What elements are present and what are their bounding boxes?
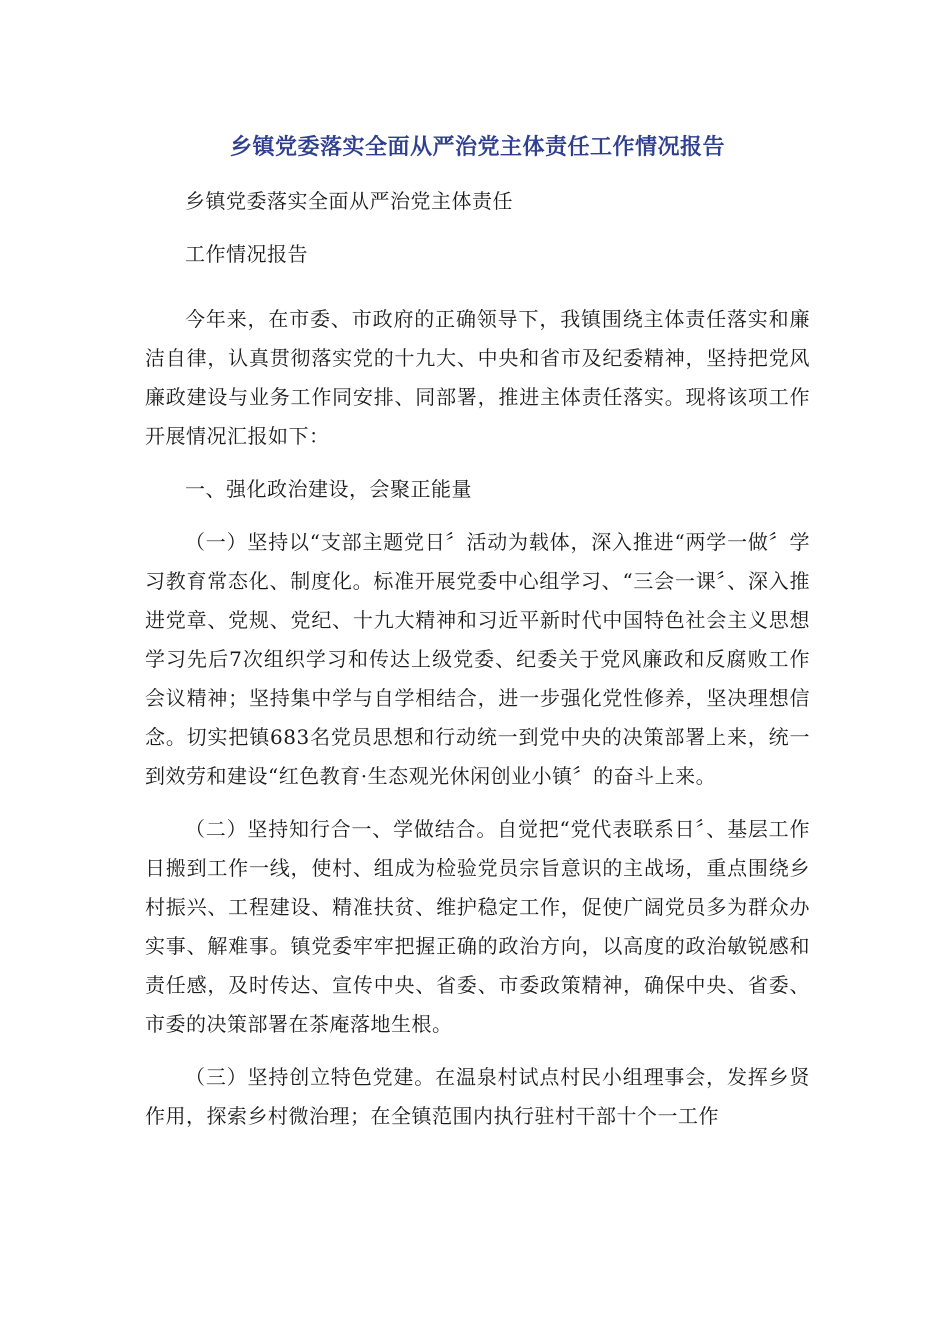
subtitle-line-2: 工作情况报告: [185, 242, 308, 266]
document-title: 乡镇党委落实全面从严治党主体责任工作情况报告: [229, 135, 725, 160]
section-heading-1: 一、强化政治建设，会聚正能量: [185, 477, 472, 501]
document-body: [145, 182, 810, 1150]
paragraph-intro: 今年来，在市委、市政府的正确领导下，我镇围绕主体责任落实和廉洁自律，认真贯彻落实党的十九大、中央和省市及纪委精神，坚持把党风廉政建设与业务工作同安排、同部署，推进主体责任落实。现将该项工作开展情况汇报如下：: [145, 307, 810, 448]
paragraph-item-1: （一）坚持以“支部主题党日〞活动为载体，深入推进“两学一做〞学习教育常态化、制度化。标准开展党委中心组学习、“三会一课〞、深入推进党章、党规、党纪、十九大精神和习近平新时代中国特色社会主义思想学习先后7次组织学习和传达上级党委、纪委关于党风廉政和反腐败工作会议精神；坚持集中学与自学相结合，进一步强化党性修养，坚决理想信念。切实把镇683名党员思想和行动统一到党中央的决策部署上来，统一到效劳和建设“红色教育·生态观光休闲创业小镇〞的奋斗上来。: [145, 530, 810, 788]
paragraph-item-3: （三）坚持创立特色党建。在温泉村试点村民小组理事会，发挥乡贤作用，探索乡村微治理；在全镇范围内执行驻村干部十个一工作: [145, 1065, 810, 1128]
subtitle-line-1: 乡镇党委落实全面从严治党主体责任: [185, 189, 513, 213]
paragraph-item-2: （二）坚持知行合一、学做结合。自觉把“党代表联系日〞、基层工作日搬到工作一线，使村、组成为检验党员宗旨意识的主战场，重点围绕乡村振兴、工程建设、精准扶贫、维护稳定工作，促使广阔党员多为群众办实事、解难事。镇党委牢牢把握正确的政治方向，以高度的政治敏锐感和责任感，及时传达、宣传中央、省委、市委政策精神，确保中央、省委、市委的决策部署在茶庵落地生根。: [145, 817, 810, 1036]
